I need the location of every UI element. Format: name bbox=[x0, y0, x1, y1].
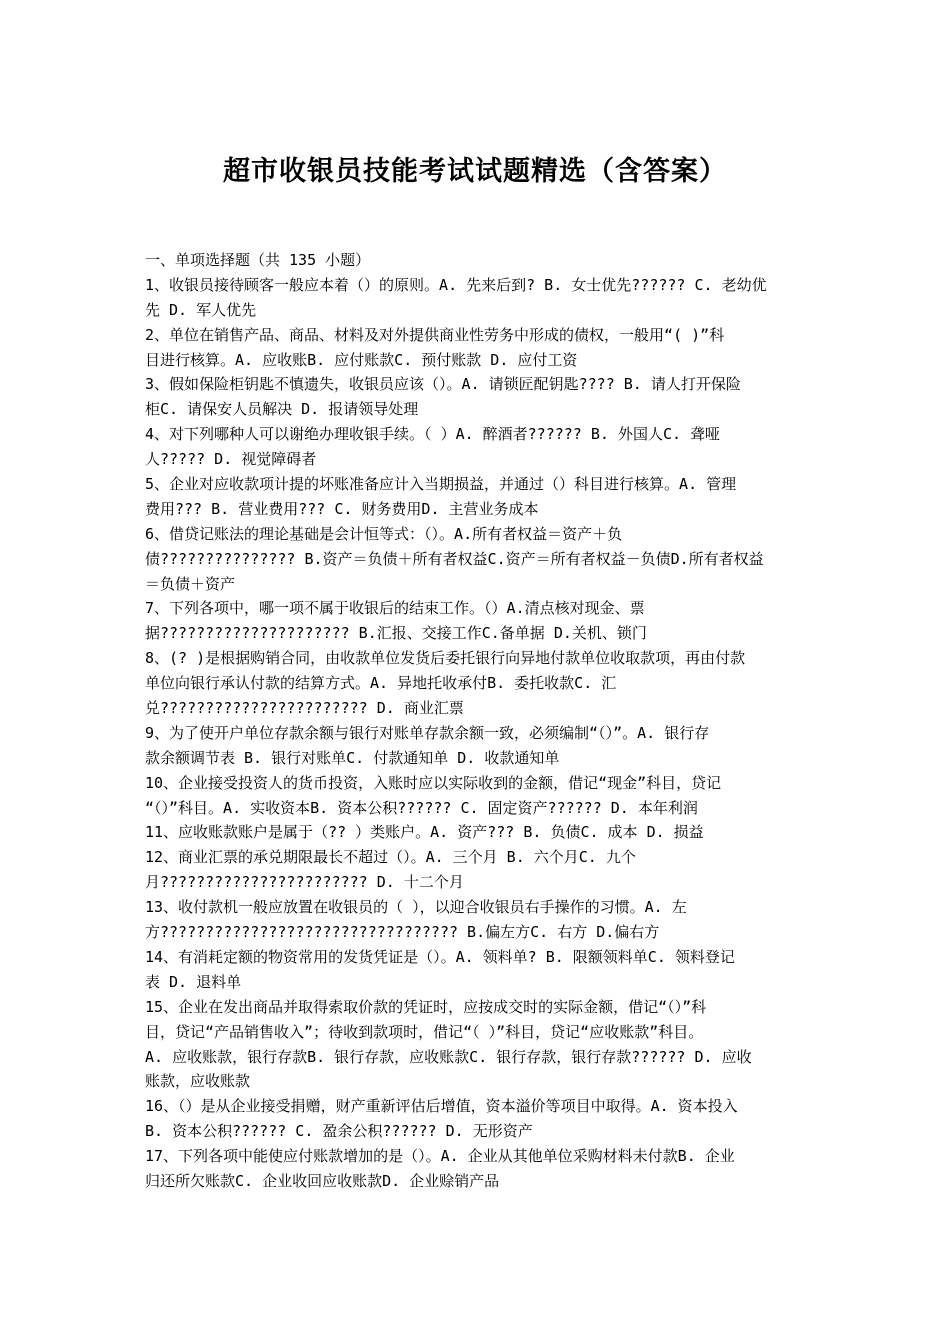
text-line: 17、下列各项中能使应付账款增加的是（）。A. 企业从其他单位采购材料未付款B. 企业 bbox=[145, 1147, 735, 1166]
text-line: 3、假如保险柜钥匙不慎遗失，收银员应该（）。A. 请锁匠配钥匙???? B. 请人打开保险 bbox=[145, 375, 741, 394]
text-line: 6、借贷记账法的理论基础是会计恒等式：（）。A.所有者权益＝资产＋负 bbox=[145, 524, 623, 543]
text-line: 15、企业在发出商品并取得索取价款的凭证时，应按成交时的实际金额，借记“（）”科 bbox=[145, 997, 707, 1016]
text-line: 13、收付款机一般应放置在收银员的（ ），以迎合收银员右手操作的习惯。A. 左 bbox=[145, 898, 687, 917]
text-line: 单位向银行承认付款的结算方式。A. 异地托收承付B. 委托收款C. 汇 bbox=[145, 674, 617, 693]
text-line: 先 D. 军人优先 bbox=[145, 300, 257, 319]
text-line: 表 D. 退料单 bbox=[145, 972, 242, 991]
text-line: 柜C. 请保安人员解决 D. 报请领导处理 bbox=[145, 400, 419, 419]
text-line: 费用??? B. 营业费用??? C. 财务费用D. 主营业务成本 bbox=[145, 499, 539, 518]
text-line: 兑??????????????????????? D. 商业汇票 bbox=[145, 699, 464, 718]
text-line: 据????????????????????? B.汇报、交接工作C.备单据 D.关机、锁门 bbox=[145, 624, 647, 643]
question-text-body bbox=[145, 248, 820, 1194]
text-line: 1、收银员接待顾客一般应本着（）的原则。A. 先来后到? B. 女士优先?????? C. 老幼优 bbox=[145, 275, 767, 294]
text-line: 12、商业汇票的承兑期限最长不超过（）。A. 三个月 B. 六个月C. 九个 bbox=[145, 848, 636, 867]
document-title: 超市收银员技能考试试题精选（含答案） bbox=[223, 156, 727, 187]
text-line: 7、下列各项中，哪一项不属于收银后的结束工作。（）A.清点核对现金、票 bbox=[145, 599, 645, 618]
text-line: 方????????????????????????????????? B.偏左方C. 右方 D.偏右方 bbox=[145, 923, 660, 942]
text-line: 11、应收账款账户是属于（?? ）类账户。A. 资产??? B. 负债C. 成本 D. 损益 bbox=[145, 823, 704, 842]
text-line: A. 应收账款，银行存款B. 银行存款，应收账款C. 银行存款，银行存款?????? D. 应收 bbox=[145, 1047, 752, 1066]
text-line: B. 资本公积?????? C. 盈余公积?????? D. 无形资产 bbox=[145, 1122, 533, 1141]
text-line: 2、单位在销售产品、商品、材料及对外提供商业性劳务中形成的债权，一般用“( )”科 bbox=[145, 325, 725, 344]
text-line: 4、对下列哪种人可以谢绝办理收银手续。（ ）A. 醉酒者?????? B. 外国人C. 聋哑 bbox=[145, 425, 721, 444]
text-line: 账款，应收账款 bbox=[145, 1072, 251, 1091]
text-line: 款余额调节表 B. 银行对账单C. 付款通知单 D. 收款通知单 bbox=[145, 748, 560, 767]
text-line: 归还所欠账款C. 企业收回应收账款D. 企业赊销产品 bbox=[145, 1171, 500, 1190]
text-line: 目，贷记“产品销售收入”；待收到款项时，借记“（ ）”科目，贷记“应收账款”科目。 bbox=[145, 1022, 704, 1041]
text-line: 8、(? )是根据购销合同，由收款单位发货后委托银行向异地付款单位收取款项，再由付款 bbox=[145, 649, 746, 668]
text-line: 10、企业接受投资人的货币投资，入账时应以实际收到的金额，借记“现金”科目，贷记 bbox=[145, 773, 722, 792]
text-line: 14、有消耗定额的物资常用的发货凭证是（）。A. 领料单? B. 限额领料单C. 领料登记 bbox=[145, 947, 735, 966]
text-line: 月??????????????????????? D. 十二个月 bbox=[145, 873, 464, 892]
text-line: 人????? D. 视觉障碍者 bbox=[145, 450, 317, 469]
text-line: ＝负债＋资产 bbox=[145, 574, 236, 593]
text-line: 5、企业对应收款项计提的坏账准备应计入当期损益，并通过（）科目进行核算。A. 管理 bbox=[145, 475, 737, 494]
text-line: 16、（）是从企业接受捐赠，财产重新评估后增值，资本溢价等项目中取得。A. 资本投入 bbox=[145, 1097, 738, 1116]
text-line: 目进行核算。A. 应收账B. 应付账款C. 预付账款 D. 应付工资 bbox=[145, 350, 578, 369]
text-line: 9、为了使开户单位存款余额与银行对账单存款余额一致，必须编制“（）”。A. 银行存 bbox=[145, 723, 710, 742]
text-line: 债??????????????? B.资产＝负债＋所有者权益C.资产＝所有者权益－负债D.所有者权益 bbox=[145, 549, 764, 568]
section-heading: 一、单项选择题（共 135 小题） bbox=[145, 251, 371, 269]
text-line: “（）”科目。A. 实收资本B. 资本公积?????? C. 固定资产?????? D. 本年利润 bbox=[145, 798, 698, 817]
